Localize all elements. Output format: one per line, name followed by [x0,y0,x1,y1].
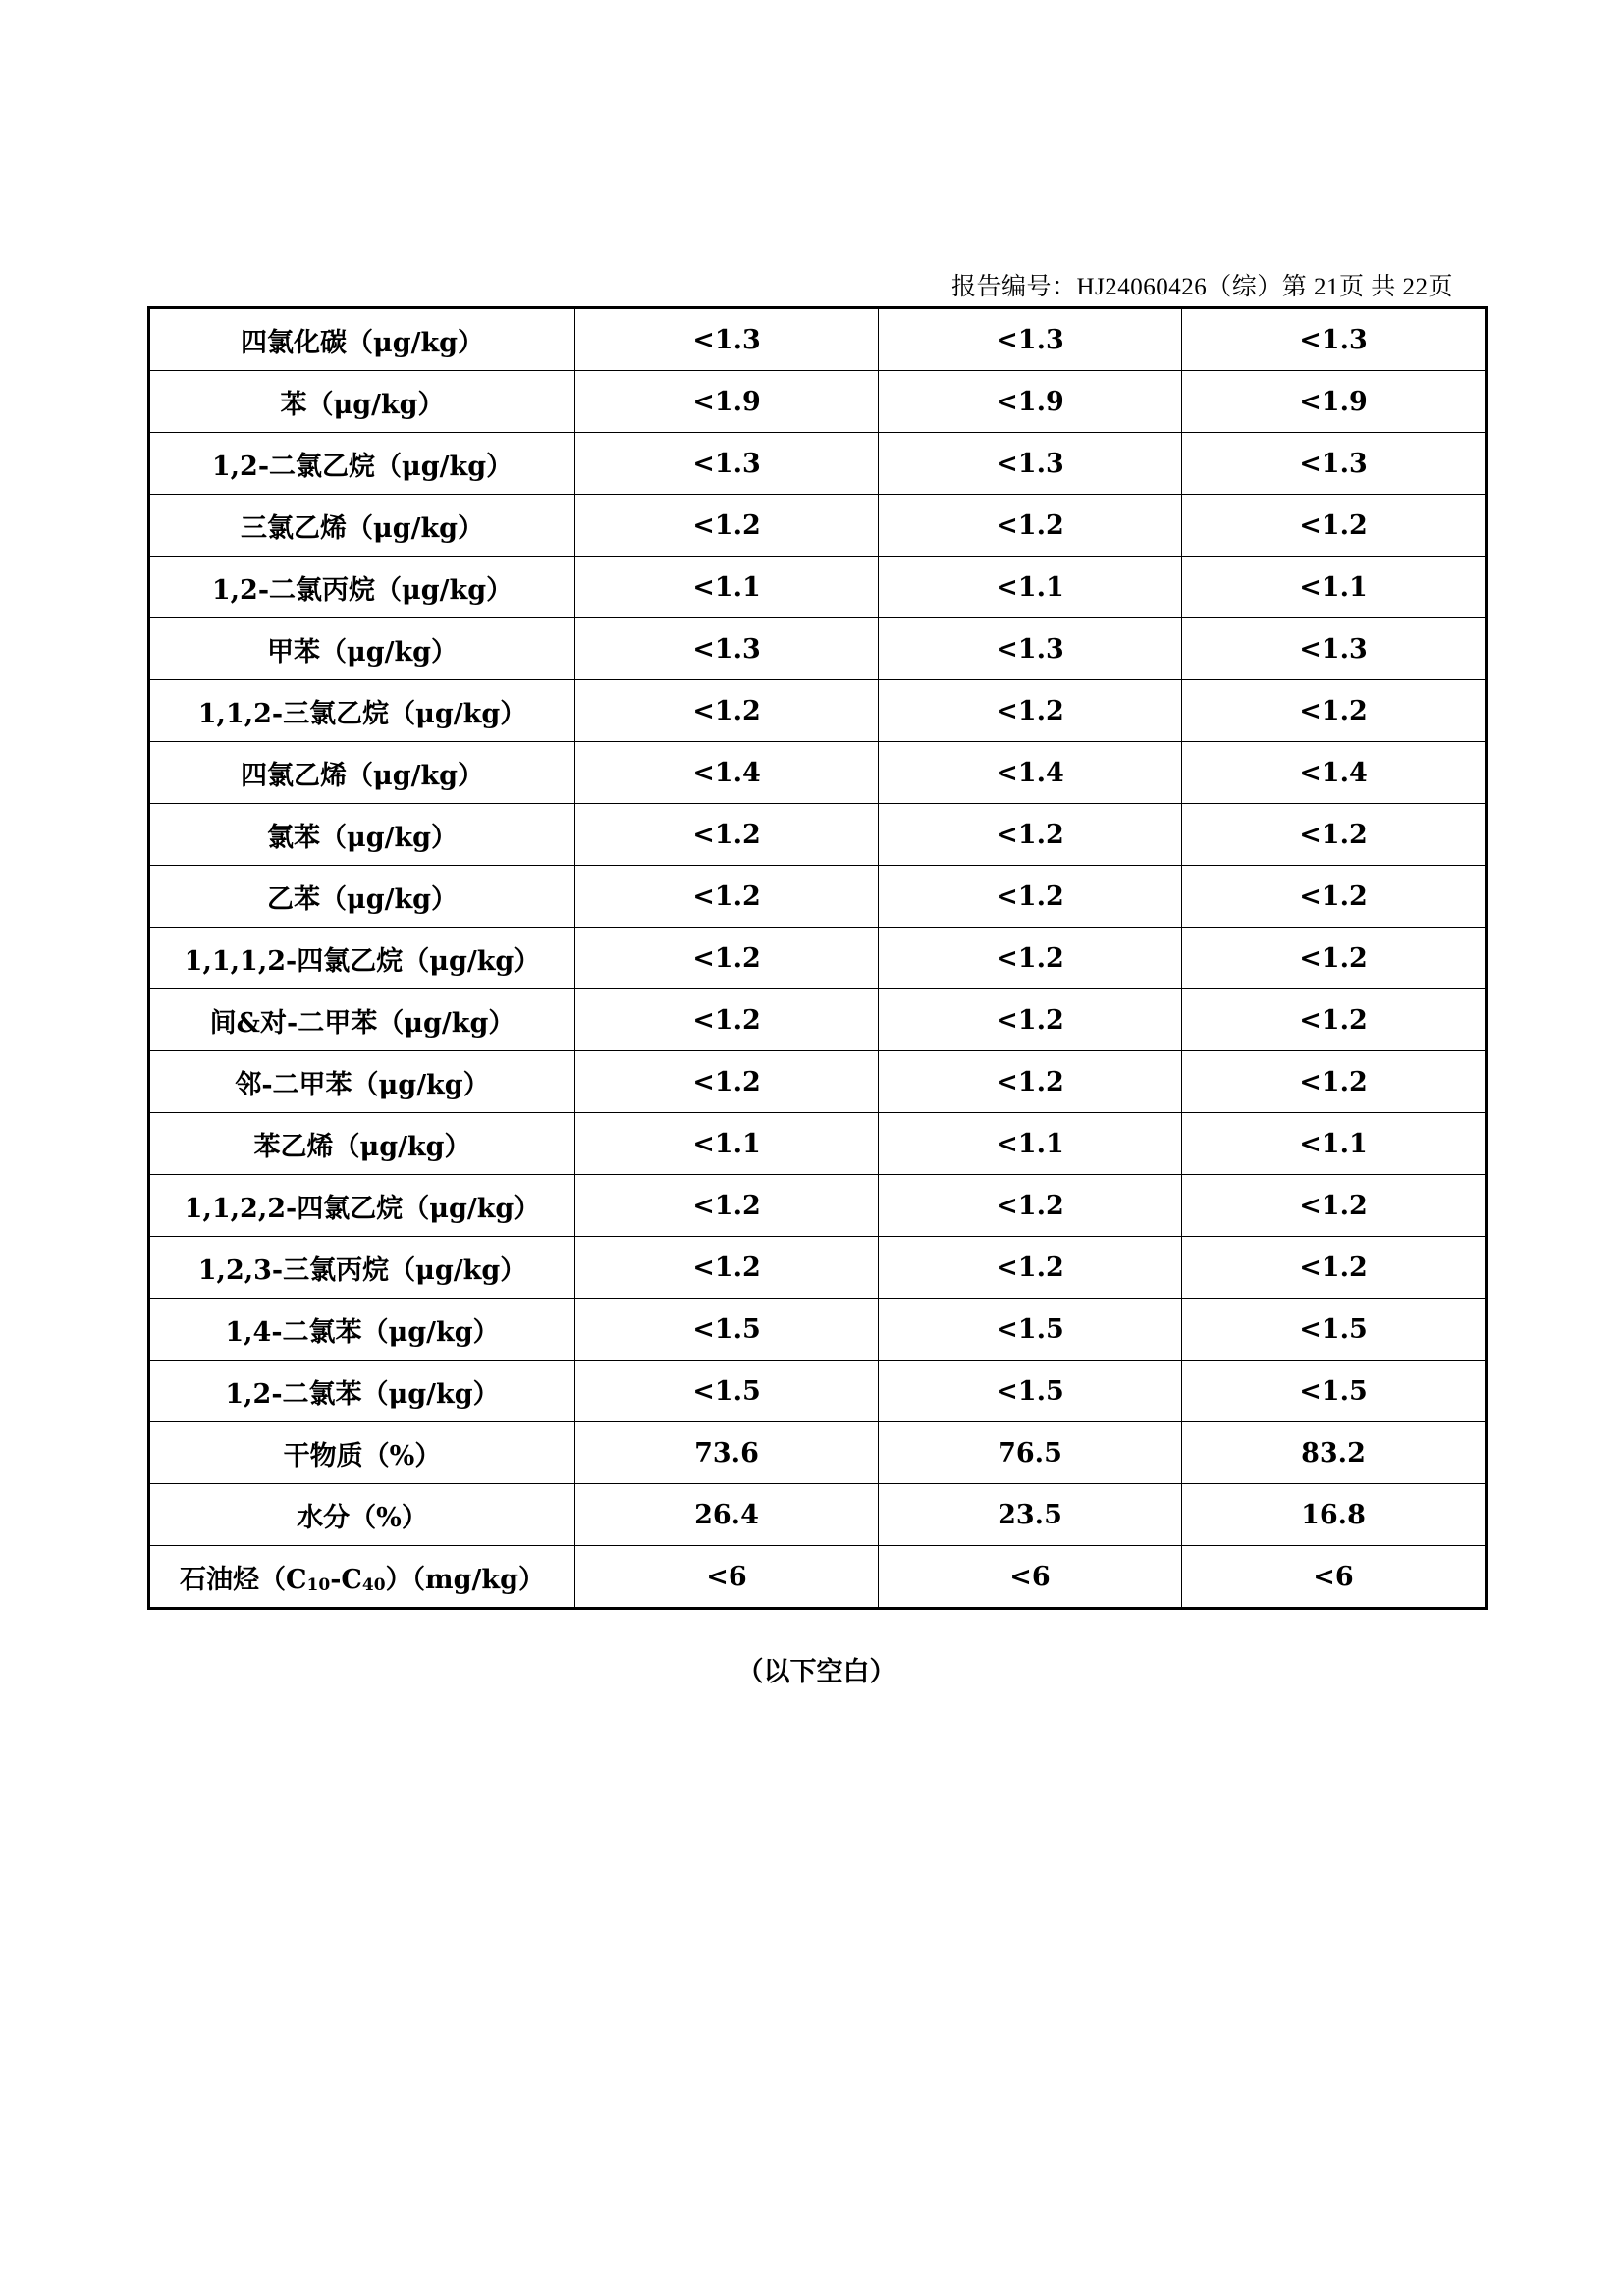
analyte-name-part: 石油烃（C [180,1564,307,1595]
result-value-cell: <1.2 [575,680,879,742]
result-value-cell: <1.5 [879,1299,1182,1361]
result-value-cell: <1.1 [1182,1113,1487,1175]
analyte-name-cell: 1,1,2,2-四氯乙烷（μg/kg） [149,1175,575,1237]
table-row [149,308,1487,371]
result-value-cell: <1.2 [879,804,1182,866]
table-row [149,989,1487,1051]
result-value-cell: <1.2 [1182,1237,1487,1299]
result-value-cell: <1.2 [1182,495,1487,557]
table-row [149,742,1487,804]
results-table [147,306,1488,1610]
analyte-name-cell: 乙苯（μg/kg） [149,866,575,928]
analyte-name-cell: 氯苯（μg/kg） [149,804,575,866]
analyte-name-cell: 1,2-二氯乙烷（μg/kg） [149,433,575,495]
analyte-name-cell: 1,2,3-三氯丙烷（μg/kg） [149,1237,575,1299]
table-row [149,433,1487,495]
result-value-cell: <1.2 [1182,1051,1487,1113]
result-value-cell: <6 [1182,1546,1487,1609]
result-value-cell: <1.4 [1182,742,1487,804]
analyte-name-cell: 苯（μg/kg） [149,371,575,433]
result-value-cell: <1.2 [879,1175,1182,1237]
analyte-name-part: 40 [361,1575,386,1595]
result-value-cell: <1.2 [1182,866,1487,928]
result-value-cell: <1.2 [879,1237,1182,1299]
analyte-name-cell: 1,2-二氯丙烷（μg/kg） [149,557,575,618]
analyte-name-cell: 苯乙烯（μg/kg） [149,1113,575,1175]
result-value-cell: <1.2 [1182,680,1487,742]
analyte-name-cell: 四氯化碳（μg/kg） [149,308,575,371]
result-value-cell: 23.5 [879,1484,1182,1546]
result-value-cell: <1.3 [575,433,879,495]
result-value-cell: <1.2 [575,1175,879,1237]
result-value-cell: <1.2 [575,1237,879,1299]
analyte-name-cell: 三氯乙烯（μg/kg） [149,495,575,557]
result-value-cell: <1.1 [575,557,879,618]
table-row [149,680,1487,742]
analyte-name-cell: 1,1,1,2-四氯乙烷（μg/kg） [149,928,575,989]
table-row [149,804,1487,866]
result-value-cell: <1.2 [1182,928,1487,989]
result-value-cell: <1.2 [879,928,1182,989]
result-value-cell: <1.9 [575,371,879,433]
table-row [149,618,1487,680]
result-value-cell: <1.2 [1182,1175,1487,1237]
result-value-cell: <1.3 [1182,433,1487,495]
result-value-cell: <1.2 [1182,804,1487,866]
result-value-cell: 76.5 [879,1422,1182,1484]
analyte-name-cell: 干物质（%） [149,1422,575,1484]
result-value-cell: <1.3 [1182,618,1487,680]
result-value-cell: <1.3 [1182,308,1487,371]
result-value-cell: <1.5 [575,1299,879,1361]
table-row [149,371,1487,433]
result-value-cell: <1.2 [879,866,1182,928]
table-row [149,1299,1487,1361]
result-value-cell: 73.6 [575,1422,879,1484]
result-value-cell: <1.3 [575,618,879,680]
result-value-cell: <1.2 [1182,989,1487,1051]
result-value-cell: <1.1 [879,1113,1182,1175]
result-value-cell: <1.3 [879,433,1182,495]
table-row [149,1237,1487,1299]
table-row [149,1422,1487,1484]
analyte-name-cell: 甲苯（μg/kg） [149,618,575,680]
analyte-name-part: 10 [306,1575,331,1595]
result-value-cell: <1.2 [575,928,879,989]
result-value-cell: 26.4 [575,1484,879,1546]
table-row [149,557,1487,618]
result-value-cell: <1.5 [879,1361,1182,1422]
table-row [149,1484,1487,1546]
result-value-cell: <1.9 [879,371,1182,433]
result-value-cell: <6 [575,1546,879,1609]
analyte-name-cell: 1,4-二氯苯（μg/kg） [149,1299,575,1361]
table-row [149,1546,1487,1609]
result-value-cell: <1.3 [879,308,1182,371]
analyte-name-cell [149,1546,575,1609]
report-number: 报告编号：HJ24060426（综）第 21页 共 22页 [950,274,1453,300]
result-value-cell: <1.1 [575,1113,879,1175]
table-row [149,1113,1487,1175]
table-row [149,866,1487,928]
result-value-cell: <1.3 [575,308,879,371]
result-value-cell: <1.5 [1182,1361,1487,1422]
blank-note: （以下空白） [736,1657,896,1687]
result-value-cell: 16.8 [1182,1484,1487,1546]
analyte-name-part: -C [330,1564,362,1595]
analyte-name-part: ）（mg/kg） [385,1564,545,1595]
table-row [149,928,1487,989]
result-value-cell: <1.9 [1182,371,1487,433]
table-row [149,495,1487,557]
result-value-cell: <1.4 [575,742,879,804]
table-row [149,1051,1487,1113]
result-value-cell: <1.2 [575,989,879,1051]
result-value-cell: <1.2 [879,680,1182,742]
table-row [149,1175,1487,1237]
analyte-name-cell: 四氯乙烯（μg/kg） [149,742,575,804]
analyte-name-cell: 水分（%） [149,1484,575,1546]
results-table-body [149,308,1487,1609]
analyte-name-cell: 1,2-二氯苯（μg/kg） [149,1361,575,1422]
analyte-name-cell: 间&对-二甲苯（μg/kg） [149,989,575,1051]
result-value-cell: <1.2 [879,495,1182,557]
result-value-cell: 83.2 [1182,1422,1487,1484]
table-row [149,1361,1487,1422]
result-value-cell: <1.2 [575,495,879,557]
result-value-cell: <1.1 [879,557,1182,618]
result-value-cell: <1.5 [575,1361,879,1422]
analyte-name-cell: 1,1,2-三氯乙烷（μg/kg） [149,680,575,742]
result-value-cell: <1.2 [575,804,879,866]
result-value-cell: <1.4 [879,742,1182,804]
result-value-cell: <1.2 [879,989,1182,1051]
analyte-name-cell: 邻-二甲苯（μg/kg） [149,1051,575,1113]
result-value-cell: <6 [879,1546,1182,1609]
result-value-cell: <1.1 [1182,557,1487,618]
result-value-cell: <1.3 [879,618,1182,680]
result-value-cell: <1.5 [1182,1299,1487,1361]
result-value-cell: <1.2 [575,866,879,928]
result-value-cell: <1.2 [575,1051,879,1113]
result-value-cell: <1.2 [879,1051,1182,1113]
